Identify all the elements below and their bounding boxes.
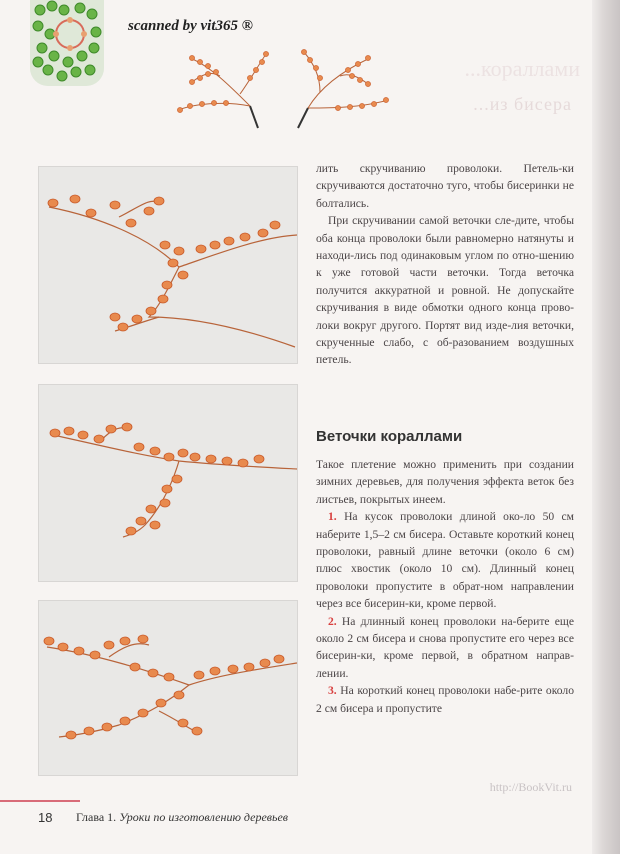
page-number: 18 [38,810,53,825]
ghost-text-line1: ...кораллами [464,56,580,81]
chapter-label: Глава 1. [76,810,117,824]
footer-accent-line [0,800,80,802]
intro-text-block [316,160,574,369]
site-watermark: http://BookVit.ru [489,780,572,794]
step-1 [316,508,574,612]
step-3 [316,682,574,717]
scanned-by-label: scanned by vit365 ® [128,18,253,34]
intro-paragraph-1: лить скручиванию проволоки. Петель-ки скручиваются достаточно туго, чтобы бисеринки не болтались. [316,162,574,210]
step-2 [316,613,574,683]
chapter-title: Уроки по изготовлению деревьев [119,810,288,824]
step-text: На кусок проволоки длиной око-ло 50 см наберите 1,5–2 см бисера. Оставьте короткий конец проволоки, равный длине веточки (около 6 см) плюс хвостик (около 10 см). Длинный конец проволоки пропустите в обрат-ном направлении через все бисерин-ки, кроме первой. [316,510,574,611]
photo-branch-step-3 [38,600,298,776]
step-number: 1. [328,510,337,524]
step-number: 3. [328,684,337,698]
photo-branch-step-1 [38,166,298,364]
decorative-branches [170,36,400,141]
section-heading: Веточки кораллами [316,428,463,445]
section-intro: Такое плетение можно применить при создании зимних деревьев, для получения эффекта веток без листьев, покрытых инеем. [316,458,574,506]
step-number: 2. [328,614,337,628]
page-edge-shadow [592,0,620,854]
photo-branch-step-2 [38,384,298,582]
intro-paragraph-2: При скручивании самой веточки сле-дите, чтобы оба конца проволоки были равномерно натянуты и находи-лись под одинаковым углом по отно-шению к уже готовой части веточки. Тогда веточка получится аккуратной и ровной. Не допускайте скручивания в виде обмотки одного конца прово-локи вокруг другого. Портят вид изде-лия веточки, скрученные слабо, с об-разованием воздушных петель. [316,214,574,367]
beaded-flower-thumbnail [30,0,104,86]
step-text: На короткий конец проволоки набе-рите около 2 см бисера и пропустите [316,684,574,715]
ghost-text-line2: ...из бисера [473,94,572,114]
chapter-footer [76,810,288,825]
section-body [316,456,574,717]
step-text: На длинный конец проволоки на-берите еще около 2 см бисера и снова пропустите его через все бисерин-ки, кроме первой, в обратном направ-лении. [316,614,574,680]
